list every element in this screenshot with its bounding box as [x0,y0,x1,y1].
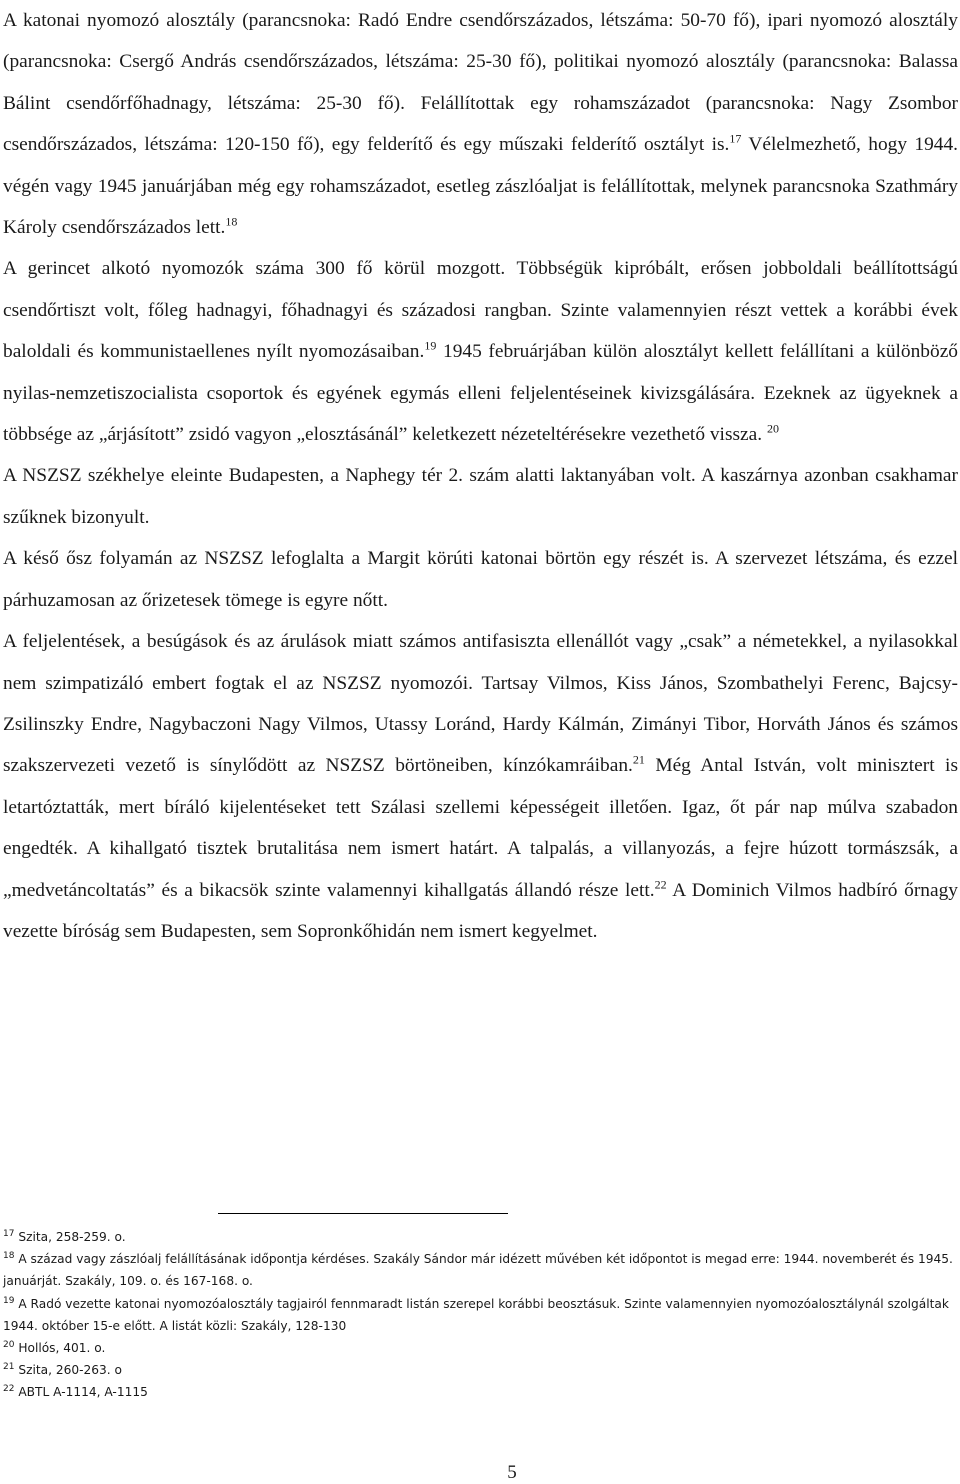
footnote-21 [3,1359,960,1381]
paragraph-2 [3,248,958,455]
footnote-ref-18[interactable]: 18 [225,214,238,229]
footnote-text: ABTL A-1114, A-1115 [14,1385,148,1400]
footnote-number: 21 [3,1362,15,1373]
paragraph-3: A NSZSZ székhelye eleinte Budapesten, a Naphegy tér 2. szám alatti laktanyában volt. A kaszárnya azonban csakhamar szűknek bizonyult. [3,465,958,528]
paragraph-4: A késő ősz folyamán az NSZSZ lefoglalta a Margit körúti katonai börtön egy részét is. A szervezet létszáma, és ezzel párhuzamosan az őrizetesek tömege is egyre nőtt. [3,548,958,611]
paragraph-text: Vélelmezhető, hogy 1944. végén vagy 1945 januárjában még egy rohamszázadot, esetleg zászlóaljat is felállítottak, melynek parancsnoka Szathmáry Károly csendőrszázados lett. [3,134,959,239]
paragraph-text: Még Antal István, volt minisztert is letartóztatták, mert bíráló kijelentéseket tett Szálasi szellemi képességeit illetően. Igaz, őt pár nap múlva szabadon engedték. A kihallgató tisztek brutalitása nem ismert határt. A talpalás, a villanyozás, a fejre húzott tormászsák, a „medvetáncoltatás” és a bikacsök szinte valamennyi kihallgatás állandó része lett. [3,755,958,901]
footnote-text: Szita, 260-263. o [14,1363,122,1378]
paragraph-5 [3,621,958,952]
paragraph-1 [3,0,958,248]
paragraph-text: A Dominich Vilmos hadbíró őrnagy vezette bíróság sem Budapesten, sem Sopronkőhidán nem ismert kegyelmet. [3,879,958,942]
footnote-number: 20 [3,1339,15,1350]
footnote-separator [218,1213,508,1214]
footnote-number: 17 [3,1228,15,1239]
footnote-text: A század vagy zászlóalj felállításának időpontja kérdéses. Szakály Sándor már idézett művében két időpontot is megad erre: 1944. novemberét és 1945. januárját. Szakály, 109. o. és 167-168. o. [3,1252,953,1289]
footnote-19 [3,1293,960,1337]
body-text [3,0,958,952]
footnote-ref-19[interactable]: 19 [424,338,437,353]
page-number: 5 [507,1462,517,1483]
footnote-ref-17[interactable]: 17 [729,131,742,146]
footnote-22 [3,1381,960,1403]
footnote-number: 22 [3,1384,15,1395]
footnote-ref-22[interactable]: 22 [654,877,667,892]
footnote-text: Szita, 258-259. o. [14,1230,126,1244]
footnote-20 [3,1337,960,1359]
footnote-18 [3,1248,960,1292]
footnote-text: Hollós, 401. o. [14,1341,106,1356]
footnote-ref-20[interactable]: 20 [766,421,779,436]
paragraph-text: A katonai nyomozó alosztály (parancsnoka: Radó Endre csendőrszázados, létszáma: 50-70 fő), ipari nyomozó alosztály (parancsnoka: Csergő András csendőrszázados, létszáma: 25-30 fő), politikai nyomozó alosztály (parancsnoka: Balassa Bálint csendőrfőhadnagy, létszáma: 25-30 fő). Felállítottak egy rohamszázadot (parancsnoka: Nagy Zsombor csendőrszázados, létszáma: 120-150 fő), egy felderítő és egy műszaki felderítő osztályt is. [3,10,958,156]
footnote-ref-21[interactable]: 21 [632,752,645,767]
footnote-17 [3,1226,960,1248]
paragraph-text: 1945 februárjában külön alosztályt kellett felállítani a különböző nyilas-nemzetiszocialista csoportok és egyének egymás elleni feljelentéseinek kivizsgálására. Ezeknek az ügyeknek a többsége az „árjásított” zsidó vagyon „elosztásánál” keletkezett nézeteltérésekre vezethető vissza. [3,341,958,446]
footnote-text: A Radó vezette katonai nyomozóalosztály tagjairól fennmaradt listán szerepel korábbi beosztásuk. Szinte valamennyien nyomozóalosztálynál szolgáltak 1944. október 15-e előtt. A listát közli: Szakály, 128-130 [3,1296,949,1333]
footnote-number: 18 [3,1251,15,1262]
paragraph-text: A gerincet alkotó nyomozók száma 300 fő körül mozgott. Többségük kipróbált, erősen jobboldali beállítottságú csendőrtiszt volt, főleg hadnagyi, főhadnagyi és századosi rangban. Szinte valamennyien részt vettek a korábbi évek baloldali és kommunistaellenes nyílt nyomozásaiban. [3,258,958,363]
paragraph-text: A feljelentések, a besúgások és az árulások miatt számos antifasiszta ellenállót vagy „csak” a németekkel, a nyilasokkal nem szimpatizáló embert fogtak el az NSZSZ nyomozói. Tartsay Vilmos, Kiss János, Szombathelyi Ferenc, Bajcsy-Zsilinszky Endre, Nagybaczoni Nagy Vilmos, Utassy Loránd, Hardy Kálmán, Zimányi Tibor, Horváth János és számos szakszervezeti vezető is sínylődött az NSZSZ börtöneiben, kínzókamráiban. [3,631,958,777]
footnote-number: 19 [3,1295,15,1306]
footnotes [3,1226,960,1404]
